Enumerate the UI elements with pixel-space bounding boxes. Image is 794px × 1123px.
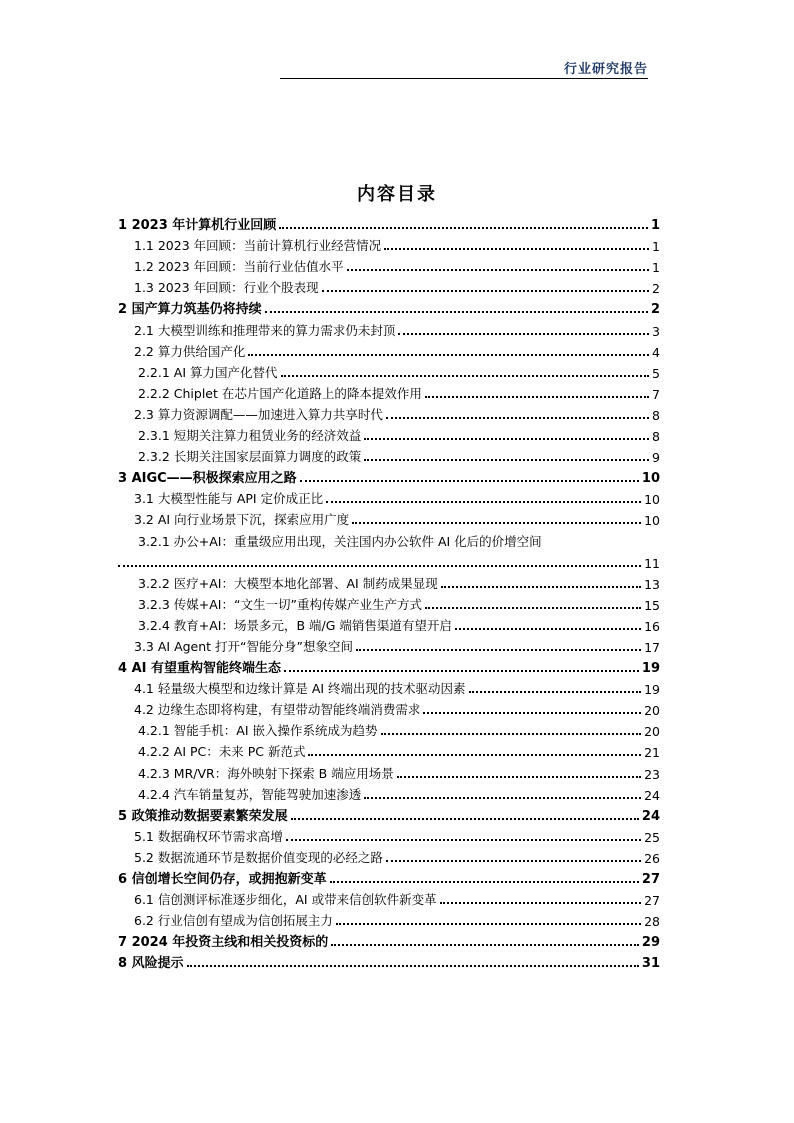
toc-entry-label: 3.1 大模型性能与 API 定价成正比 — [134, 491, 324, 507]
toc-entry[interactable] — [118, 760, 660, 781]
toc-entry-label: 6 信创增长空间仍存，或拥抱新变革 — [118, 872, 327, 887]
dot-leader — [326, 501, 641, 503]
toc-entry-label: 3 AIGC——积极探索应用之路 — [118, 471, 297, 487]
toc-entry-page: 9 — [652, 450, 660, 466]
dot-leader — [279, 227, 648, 229]
toc-entry-page: 31 — [641, 956, 660, 972]
toc-entry-label: 1 2023 年计算机行业回顾 — [118, 218, 277, 234]
dot-leader — [364, 797, 641, 799]
dot-leader — [398, 333, 649, 335]
toc-entry-page: 10 — [641, 471, 660, 487]
toc-entry-label: 2.1 大模型训练和推理带来的算力需求仍未封顶 — [134, 322, 396, 338]
toc-entry-label: 3.2.4 教育+AI：场景多元，B 端/G 端销售渠道有望开启 — [138, 617, 452, 633]
toc-entry-label: 2.3.2 长期关注国家层面算力调度的政策 — [138, 449, 362, 465]
dot-leader — [384, 248, 649, 250]
dot-leader — [118, 565, 641, 567]
toc-entry-page: 3 — [652, 323, 660, 339]
toc-entry-page: 1 — [650, 218, 660, 234]
toc-entry-label: 7 2024 年投资主线和相关投资标的 — [118, 935, 329, 951]
toc-entry[interactable] — [118, 655, 660, 676]
toc-entry[interactable] — [118, 824, 660, 845]
dot-leader — [291, 818, 639, 820]
toc-entry[interactable] — [118, 507, 660, 528]
toc-entry-page: 24 — [644, 787, 660, 803]
dot-leader — [281, 375, 650, 377]
toc-entry-label: 2.3 算力资源调配——加速进入算力共享时代 — [134, 406, 383, 422]
toc-entry-page: 15 — [644, 597, 660, 613]
toc-entry[interactable] — [118, 233, 660, 254]
toc-entry-label: 4 AI 有望重构智能终端生态 — [118, 661, 281, 677]
toc-entry-page: 25 — [644, 829, 660, 845]
toc-entry-page: 27 — [644, 893, 660, 909]
toc-entry[interactable] — [118, 402, 660, 423]
toc-entry[interactable] — [118, 782, 660, 803]
toc-entry[interactable] — [118, 212, 660, 233]
dot-leader — [425, 396, 649, 398]
dot-leader — [423, 712, 641, 714]
dot-leader — [356, 649, 641, 651]
toc-entry-page: 20 — [644, 703, 660, 719]
toc-entry-label: 2.2.1 AI 算力国产化替代 — [138, 364, 278, 380]
toc-entry-label: 1.1 2023 年回顾：当前计算机行业经营情况 — [134, 238, 382, 254]
toc-entry[interactable] — [118, 339, 660, 360]
toc-entry[interactable] — [118, 360, 660, 381]
dot-leader — [248, 354, 649, 356]
toc-entry-label: 5 政策推动数据要素繁荣发展 — [118, 808, 288, 824]
toc-entry-page: 26 — [644, 850, 660, 866]
toc-entry-label: 3.2 AI 向行业场景下沉，探索应用广度 — [134, 512, 350, 528]
toc-entry-label: 8 风险提示 — [118, 956, 184, 972]
toc-entry[interactable] — [118, 718, 660, 739]
toc-entry-page: 2 — [652, 281, 660, 297]
dot-leader — [469, 691, 642, 693]
toc-entry-page: 13 — [644, 576, 660, 592]
dot-leader — [381, 733, 642, 735]
toc-entry[interactable] — [118, 254, 660, 275]
toc-entry[interactable] — [118, 634, 660, 655]
dot-leader — [265, 311, 648, 313]
toc-title: 内容目录 — [357, 184, 437, 205]
toc-entry-label: 4.2 边缘生态即将构建，有望带动智能终端消费需求 — [134, 702, 421, 718]
toc-entry-page: 24 — [641, 808, 660, 824]
toc-entry[interactable] — [118, 296, 660, 317]
toc-entry-label: 4.2.2 AI PC：未来 PC 新范式 — [138, 744, 306, 760]
toc-entry-label: 3.2.3 传媒+AI：“文生一切”重构传媒产业生产方式 — [138, 596, 422, 612]
toc-entry[interactable] — [118, 803, 660, 824]
dot-leader — [455, 628, 641, 630]
toc-entry[interactable] — [118, 845, 660, 866]
toc-entry-label: 6.2 行业信创有望成为信创拓展主力 — [134, 913, 333, 929]
toc-entry-page: 19 — [644, 682, 660, 698]
toc-entry-label: 4.2.3 MR/VR：海外映射下探索 B 端应用场景 — [138, 765, 394, 781]
toc-entry-page: 2 — [650, 302, 660, 318]
toc-entry-page: 19 — [641, 661, 660, 677]
dot-leader — [284, 670, 639, 672]
toc-entry[interactable] — [118, 866, 660, 887]
toc-entry[interactable] — [118, 929, 660, 950]
dot-leader — [322, 290, 649, 292]
dot-leader — [331, 944, 639, 946]
toc-entry-label: 1.2 2023 年回顾：当前行业估值水平 — [134, 259, 344, 275]
toc-entry-page: 10 — [644, 492, 660, 508]
toc-entry-page: 1 — [652, 260, 660, 276]
toc-entry-page: 16 — [644, 618, 660, 634]
dot-leader — [187, 965, 639, 967]
table-of-contents — [118, 212, 660, 971]
toc-entry[interactable] — [118, 486, 660, 507]
toc-entry-label: 3.3 AI Agent 打开“智能分身”想象空间 — [134, 638, 353, 654]
toc-entry[interactable] — [118, 423, 660, 444]
toc-entry-page: 7 — [652, 386, 660, 402]
toc-entry-page: 8 — [652, 429, 660, 445]
toc-entry-page: 5 — [652, 365, 660, 381]
toc-entry-label: 5.1 数据确权环节需求高增 — [134, 828, 283, 844]
toc-entry[interactable] — [118, 739, 660, 760]
toc-entry-label: 5.2 数据流通环节是数据价值变现的必经之路 — [134, 849, 383, 865]
toc-entry[interactable] — [118, 908, 660, 929]
dot-leader — [347, 269, 649, 271]
dot-leader — [336, 923, 641, 925]
toc-entry[interactable] — [118, 887, 660, 908]
toc-entry-label: 4.2.1 智能手机：AI 嵌入操作系统成为趋势 — [138, 723, 378, 739]
toc-entry[interactable] — [118, 444, 660, 465]
toc-entry-label: 4.2.4 汽车销量复苏，智能驾驶加速渗透 — [138, 786, 362, 802]
toc-entry-page: 10 — [644, 513, 660, 529]
toc-entry-label: 1.3 2023 年回顾：行业个股表现 — [134, 280, 319, 296]
toc-entry-page: 11 — [644, 555, 660, 571]
toc-entry-label: 6.1 信创测评标准逐步细化，AI 或带来信创软件新变革 — [134, 892, 437, 908]
dot-leader — [352, 522, 641, 524]
toc-entry-label[interactable]: 3.2.1 办公+AI：重量级应用出现，关注国内办公软件 AI 化后的价增空间 — [138, 533, 542, 549]
toc-entry[interactable] — [118, 950, 660, 971]
dot-leader — [364, 459, 649, 461]
report-type-header: 行业研究报告 — [563, 62, 648, 77]
toc-entry[interactable] — [118, 571, 660, 592]
toc-entry[interactable] — [118, 592, 660, 613]
toc-entry-page: 29 — [641, 935, 660, 951]
toc-entry-label: 2.2 算力供给国产化 — [134, 343, 246, 359]
dot-leader — [425, 607, 641, 609]
toc-entry-page: 23 — [644, 766, 660, 782]
dot-leader — [308, 754, 641, 756]
toc-entry-label: 2 国产算力筑基仍将持续 — [118, 302, 262, 318]
dot-leader — [330, 881, 639, 883]
toc-entry[interactable] — [118, 465, 660, 486]
toc-entry-page: 8 — [652, 407, 660, 423]
toc-entry[interactable] — [118, 317, 660, 338]
dot-leader — [441, 586, 641, 588]
toc-entry-page: 27 — [641, 872, 660, 887]
toc-entry-page: 1 — [652, 239, 660, 255]
toc-entry-page: 20 — [644, 724, 660, 740]
toc-entry-label: 2.3.1 短期关注算力租赁业务的经济效益 — [138, 428, 362, 444]
toc-entry[interactable] — [118, 275, 660, 296]
toc-entry-page: 28 — [644, 914, 660, 930]
dot-leader — [386, 417, 649, 419]
toc-entry-page: 4 — [652, 344, 660, 360]
toc-entry-label: 4.1 轻量级大模型和边缘计算是 AI 终端出现的技术驱动因素 — [134, 681, 466, 697]
toc-entry[interactable] — [118, 697, 660, 718]
dot-leader — [397, 776, 641, 778]
toc-entry[interactable] — [118, 381, 660, 402]
header-divider — [280, 78, 648, 79]
dot-leader — [386, 860, 641, 862]
dot-leader — [364, 438, 649, 440]
toc-entry[interactable] — [118, 613, 660, 634]
toc-entry-page: 17 — [644, 639, 660, 655]
dot-leader — [286, 839, 641, 841]
toc-entry-page: 21 — [644, 745, 660, 761]
toc-entry[interactable] — [118, 676, 660, 697]
dot-leader — [440, 902, 642, 904]
toc-entry-label: 3.2.2 医疗+AI：大模型本地化部署、AI 制药成果显现 — [138, 575, 438, 591]
toc-entry[interactable] — [118, 550, 660, 571]
toc-entry-label: 2.2.2 Chiplet 在芯片国产化道路上的降本提效作用 — [138, 385, 422, 401]
dot-leader — [300, 480, 639, 482]
